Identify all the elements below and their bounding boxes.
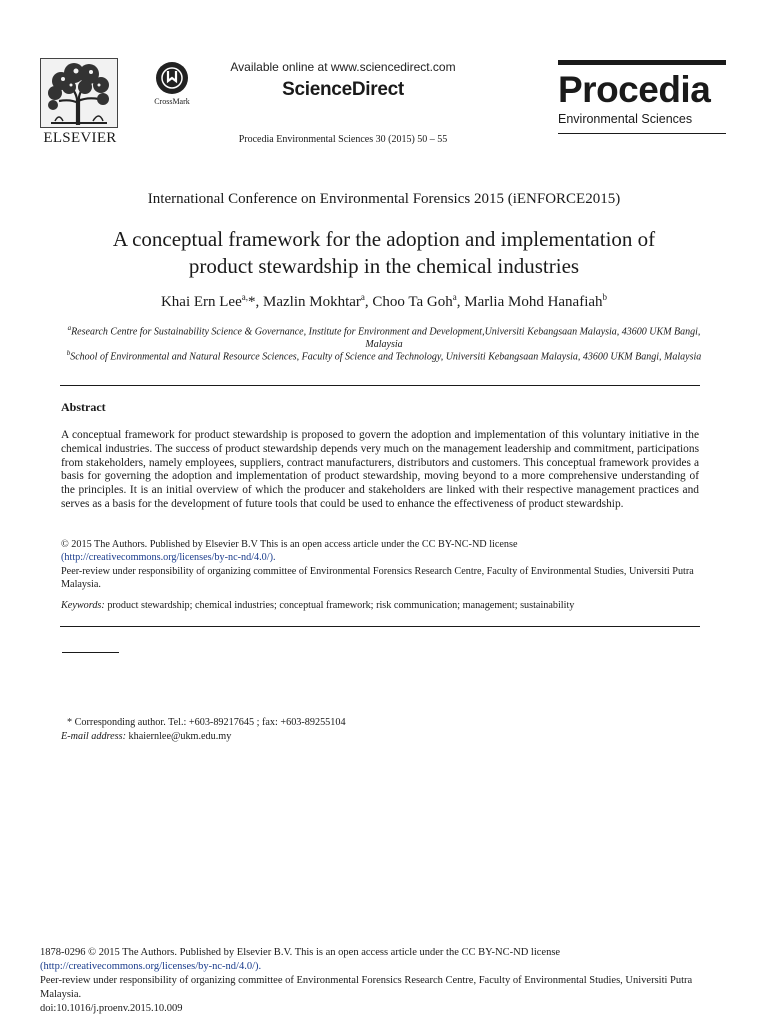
elsevier-logo [40, 58, 120, 148]
author-affiliation-mark: a, [241, 292, 248, 302]
license-link[interactable]: (http://creativecommons.org/licenses/by-nc-nd/4.0/). [61, 552, 276, 564]
affiliation-text: Research Centre for Sustainability Science & Governance, Institute for Environment and Development,Universiti Kebangsaan Malaysia, 43600 UKM Bangi, Malaysia [71, 326, 701, 351]
affiliation-b [60, 347, 708, 363]
author-name: Khai Ern Lee [160, 294, 242, 310]
peer-review-note: Peer-review under responsibility of organizing committee of Environmental Forensics Research Centre, Faculty of Environmental Studies, Universiti Putra Malaysia. [61, 565, 694, 591]
issn-copyright: 1878-0296 © 2015 The Authors. Published by Elsevier B.V. This is an open access article under the CC BY-NC-ND license [40, 947, 561, 958]
copyright-notice [61, 538, 699, 592]
journal-citation: Procedia Environmental Sciences 30 (2015) 50 – 55 [238, 134, 448, 145]
footnote [61, 716, 701, 743]
author-name: Marlia Mohd Hanafiah [464, 294, 603, 310]
abstract-body: A conceptual framework for product stewardship is proposed to govern the adoption and implementation of this voluntary initiative in the chemical industries. The success of product stewardship depends very much on the management leadership and commitment, participations from stakeholders, namely employees, suppliers, contract manufacturers, distributors and customers. This conceptual framework provides a basis for governing the adoption and implementation of product stewardship, moving beyond to a more comprehensive understanding of the principles. It is an initial overview of which the producer and stakeholders are linked with their respective management practices and serves as a basis for the development of future tools that could be used to enhance the effectiveness of product stewardship. [61, 429, 699, 510]
keywords-list: product stewardship; chemical industries; conceptual framework; risk communication; management; sustainability [107, 600, 575, 611]
email-line [61, 730, 701, 744]
crossmark-icon [156, 62, 188, 94]
footnote-rule [62, 652, 119, 653]
divider-bottom [60, 626, 700, 627]
email-address[interactable]: khaiernlee@ukm.edu.my [128, 730, 232, 742]
procedia-subtitle: Environmental Sciences [558, 112, 693, 126]
paper-title [40, 226, 728, 280]
elsevier-tree-icon [40, 58, 118, 128]
author-name: Choo Ta Goh [372, 294, 453, 310]
footer-peer-review: Peer-review under responsibility of organizing committee of Environmental Forensics Research Centre, Faculty of Environmental Studies, Universiti Putra Malaysia. [40, 975, 693, 1000]
affiliation-mark: a [67, 324, 72, 332]
crossmark-label: CrossMark [154, 97, 190, 106]
procedia-brand [558, 60, 726, 134]
author-name: Mazlin Mokhtar [263, 294, 361, 310]
doi[interactable]: doi:10.1016/j.proenv.2015.10.009 [40, 1003, 183, 1014]
title-line-1: A conceptual framework for the adoption and implementation of [112, 227, 656, 251]
page-footer [40, 946, 728, 1016]
title-line-2: product stewardship in the chemical industries [188, 254, 580, 278]
divider-top [60, 385, 700, 386]
author-list [40, 292, 728, 311]
crossmark-badge[interactable] [148, 62, 196, 106]
corresponding-star: * [248, 294, 256, 310]
procedia-top-rule [558, 60, 726, 65]
author-affiliation-mark: a [360, 292, 365, 302]
author-separator: , [364, 294, 373, 310]
author-separator: , [255, 294, 263, 310]
author-affiliation-mark: b [602, 292, 608, 302]
sciencedirect-logo: ScienceDirect [282, 79, 404, 100]
affiliation-mark: b [66, 349, 71, 357]
available-online-text: Available online at www.sciencedirect.com [230, 60, 456, 74]
procedia-name: Procedia [558, 69, 711, 110]
corresponding-author-note: * Corresponding author. Tel.: +603-89217645 ; fax: +603-89255104 [67, 717, 346, 728]
publisher-name: ELSEVIER [43, 130, 117, 146]
conference-name: International Conference on Environmental Forensics 2015 (iENFORCE2015) [147, 191, 621, 207]
procedia-bottom-rule [558, 133, 726, 134]
author-separator: , [456, 294, 465, 310]
copyright-line: © 2015 The Authors. Published by Elsevier B.V This is an open access article under the CC BY-NC-ND license [61, 539, 518, 550]
affiliation-text: School of Environmental and Natural Resource Sciences, Faculty of Science and Technology, Universiti Kebangsaan Malaysia, 43600 UKM Bangi, Malaysia [70, 351, 702, 363]
footer-license-link[interactable]: (http://creativecommons.org/licenses/by-nc-nd/4.0/). [40, 961, 262, 972]
author-affiliation-mark: a [452, 292, 457, 302]
abstract-heading: Abstract [61, 400, 106, 414]
email-label: E-mail address: [61, 730, 126, 742]
keywords [61, 600, 699, 611]
keywords-label: Keywords: [61, 600, 105, 611]
